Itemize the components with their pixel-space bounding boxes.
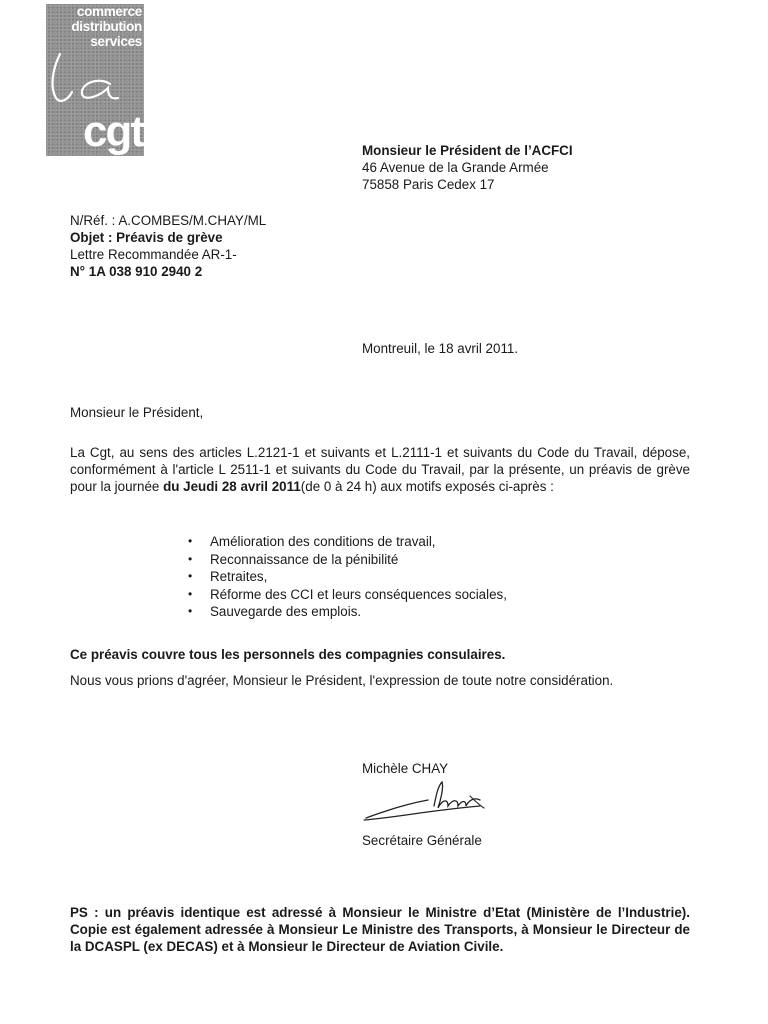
list-item [188, 551, 507, 569]
logo-line-commerce: commerce [76, 4, 142, 19]
letter-type-line: Lettre Recommandée AR-1- [70, 247, 237, 262]
reference-block [70, 212, 266, 280]
bullet-icon: • [188, 569, 193, 583]
strike-date: du Jeudi 28 avril 2011 [163, 479, 301, 494]
motif-text: Amélioration des conditions de travail, [210, 534, 436, 549]
list-item [188, 568, 507, 586]
coverage-statement: Ce préavis couvre tous les personnels des compagnies consulaires. [70, 647, 506, 662]
bullet-icon: • [188, 551, 193, 566]
bullet-icon: • [188, 604, 193, 618]
recipient-city: 75858 Paris Cedex 17 [362, 177, 495, 192]
list-item [188, 603, 507, 621]
signer-title: Secrétaire Générale [362, 833, 482, 848]
salutation: Monsieur le Président, [70, 405, 204, 420]
signer-name: Michèle CHAY [362, 761, 449, 776]
postscript: PS : un préavis identique est adressé à Monsieur le Ministre d’Etat (Ministère de l’Industrie). Copie est également adressée à Monsieur Le Ministre des Transports, à Monsieur le Directeur de la DCASPL (ex DECAS) et à Monsieur le Directeur de Aviation Civile. [70, 905, 690, 954]
recipient-name: Monsieur le Président de l’ACFCI [362, 143, 573, 158]
logo-line-distribution: distribution [71, 19, 142, 34]
recipient-street: 46 Avenue de la Grande Armée [362, 160, 549, 175]
logo-script-la [46, 48, 136, 108]
reference-line: N/Réf. : A.COMBES/M.CHAY/ML [70, 213, 267, 228]
cgt-logo [46, 4, 144, 156]
logo-line-services: services [90, 34, 142, 49]
recipient-address [362, 142, 573, 193]
motif-text: Retraites, [210, 569, 268, 584]
paragraph-text-start: La Cgt, au sens des articles L.2121-1 et suivants et L.2111-1 et suivants du Code du Travail, dépose, conformément à l'article L 2511-1 et suivants du Code du Travail, par la présente, un préavis de grève pour la journée [70, 445, 690, 494]
motif-text: Réforme des CCI et leurs conséquences sociales, [210, 586, 507, 602]
closing-paragraph: Nous vous prions d'agréer, Monsieur le Président, l'expression de toute notre considération. [70, 673, 614, 688]
motif-text: Reconnaissance de la pénibilité [210, 551, 399, 567]
list-item [188, 533, 507, 551]
date-line: Montreuil, le 18 avril 2011. [362, 341, 519, 356]
bullet-icon: • [188, 586, 193, 601]
strike-notice-paragraph [70, 444, 690, 495]
list-item [188, 586, 507, 604]
paragraph-text-end: (de 0 à 24 h) aux motifs exposés ci-après : [300, 479, 554, 494]
logo-brand-cgt: cgt [83, 107, 143, 156]
motifs-list [188, 533, 507, 621]
handwritten-signature [362, 778, 492, 828]
object-line: Objet : Préavis de grève [70, 230, 223, 245]
bullet-icon: • [188, 534, 193, 548]
motif-text: Sauvegarde des emplois. [210, 604, 362, 619]
tracking-number: N° 1A 038 910 2940 2 [70, 264, 203, 279]
